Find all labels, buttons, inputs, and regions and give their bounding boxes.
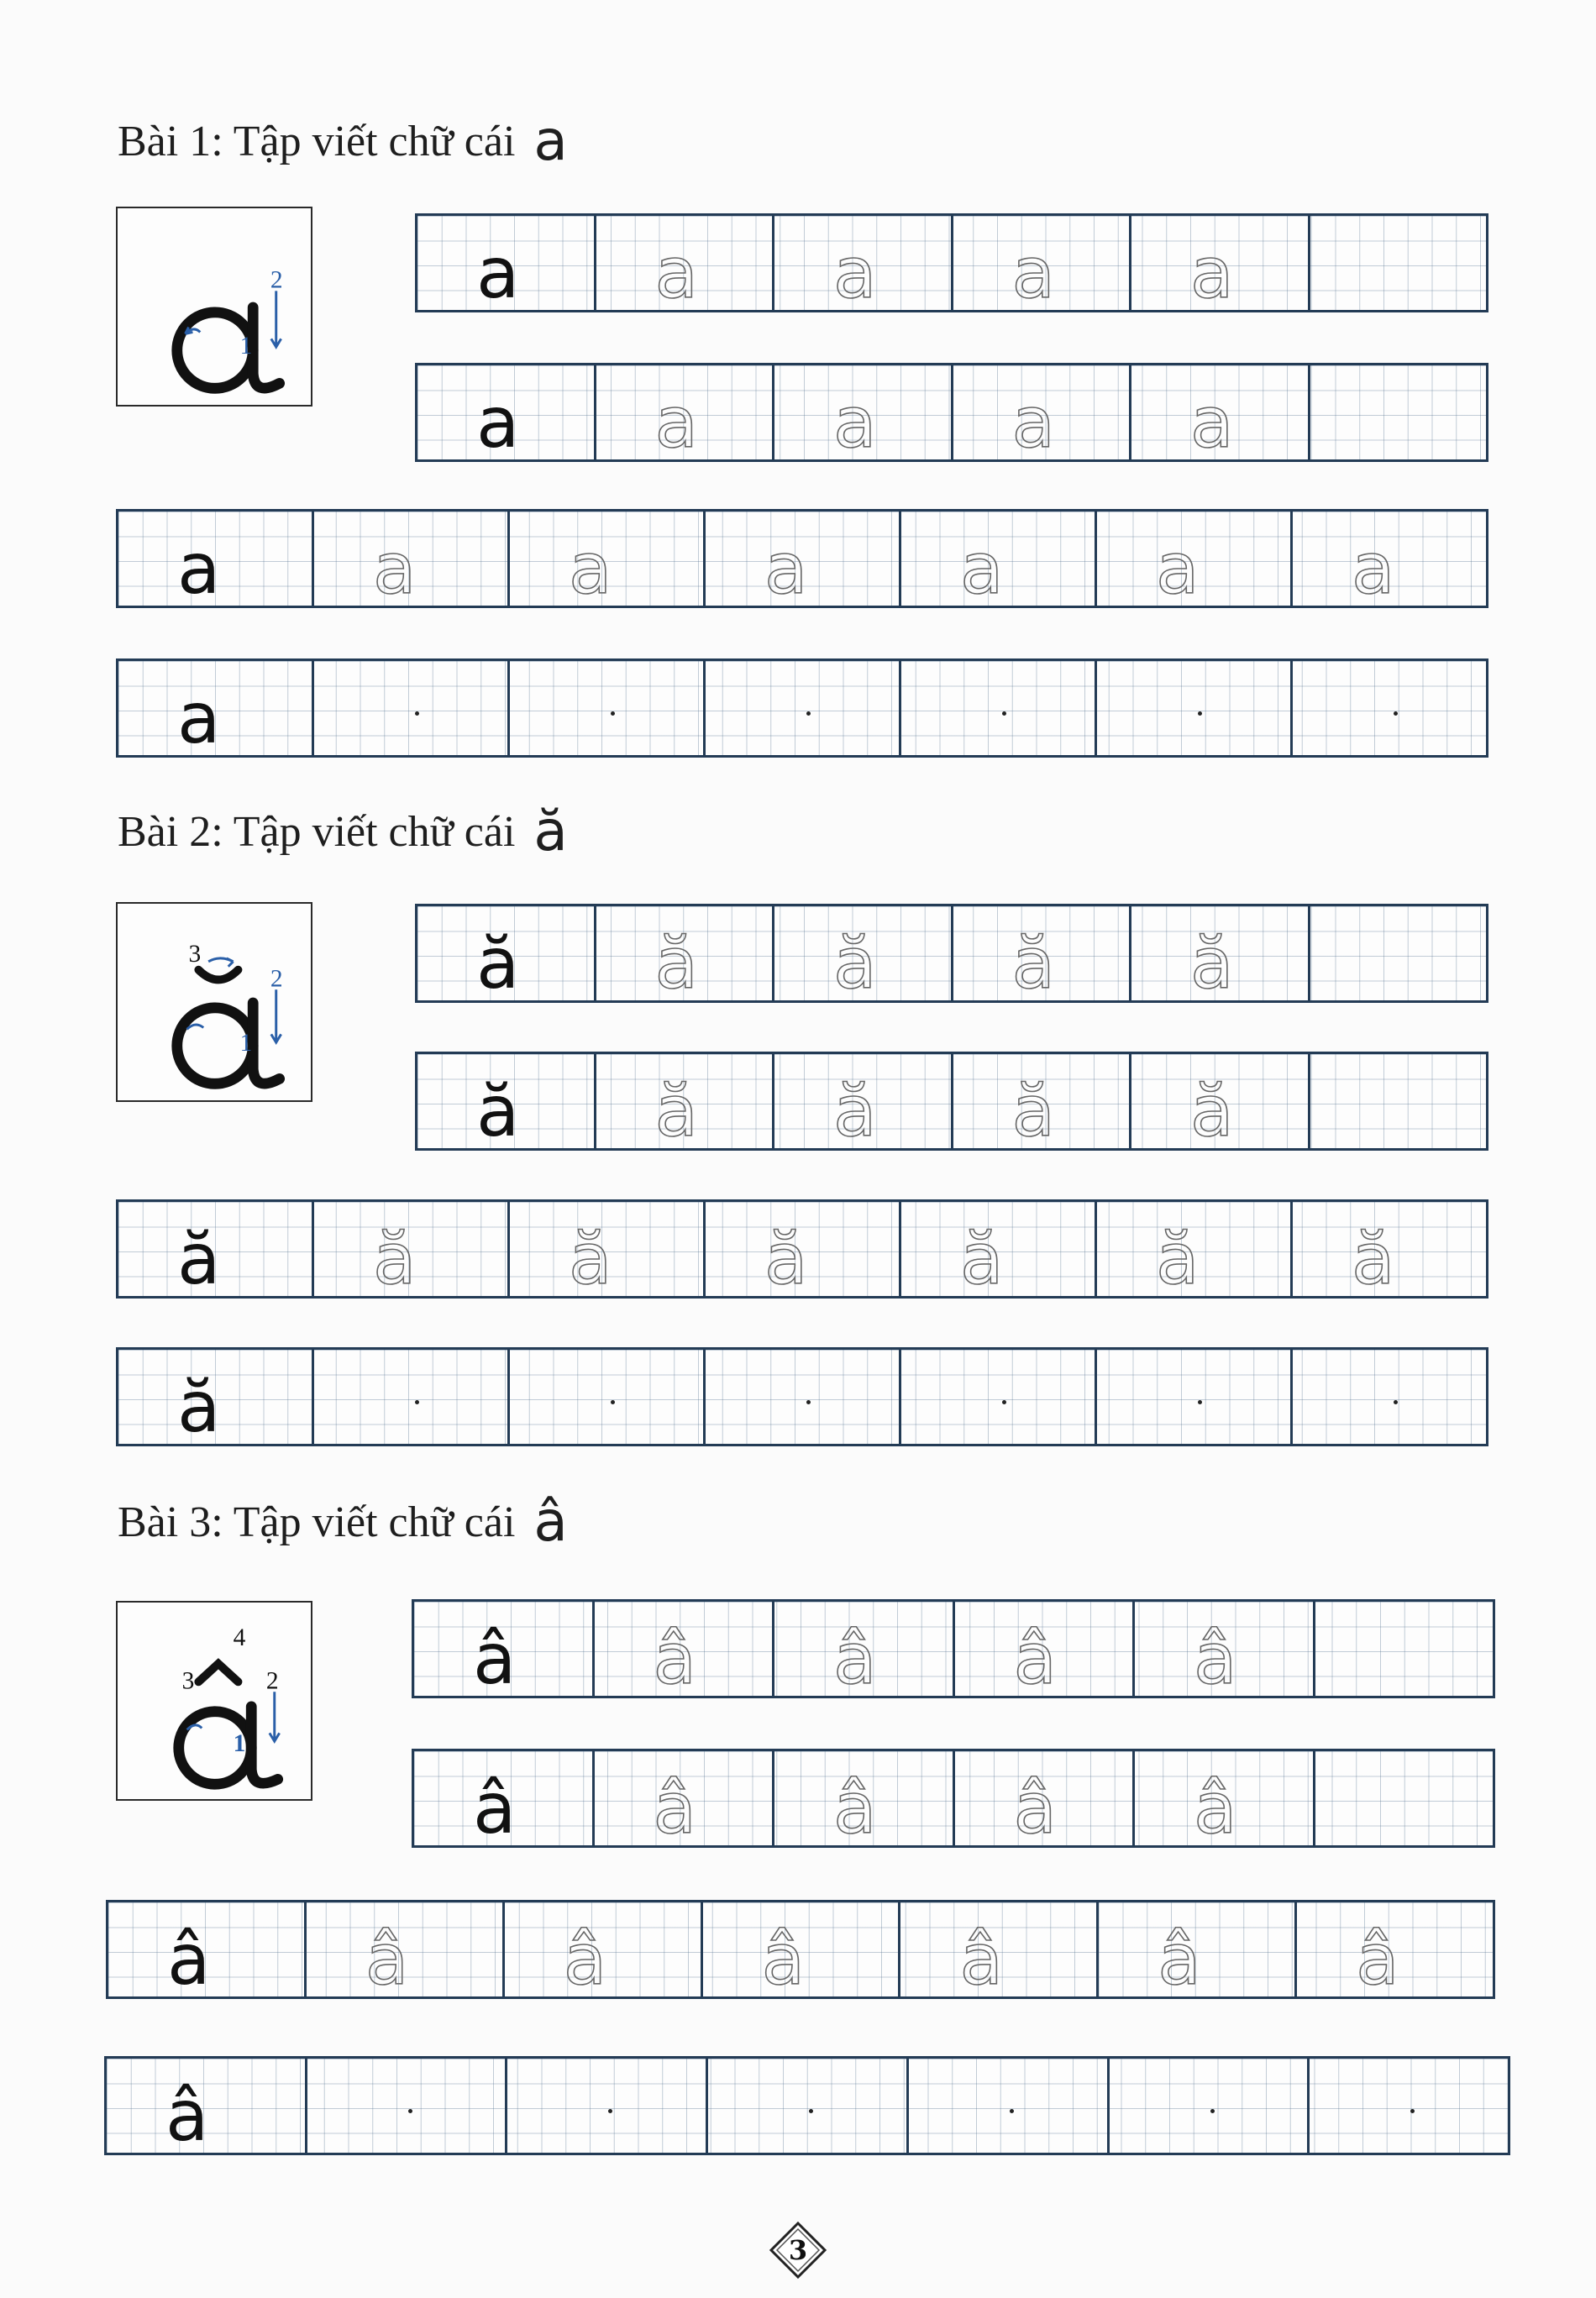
trace-letter: a: [1190, 232, 1234, 314]
lesson-letter: a: [533, 108, 568, 173]
start-dot: [1198, 1400, 1202, 1404]
practice-cell[interactable]: [901, 1202, 1097, 1300]
practice-cell[interactable]: [774, 1602, 955, 1700]
lesson-title: [118, 108, 568, 173]
trace-letter: ă: [1156, 1218, 1200, 1300]
practice-cell[interactable]: [706, 1350, 901, 1444]
practice-row: [415, 213, 1488, 312]
practice-cell[interactable]: [1310, 2059, 1508, 2153]
model-letter: ă: [476, 1070, 520, 1152]
practice-cell[interactable]: [1131, 1054, 1310, 1152]
model-letter: a: [476, 232, 520, 314]
svg-text:1: 1: [233, 1729, 246, 1757]
practice-cell[interactable]: [417, 216, 596, 314]
practice-cell[interactable]: [314, 1350, 510, 1444]
practice-cell[interactable]: [1110, 2059, 1310, 2153]
practice-cell[interactable]: [953, 216, 1132, 314]
svg-text:2: 2: [265, 1667, 279, 1695]
practice-cell[interactable]: [900, 1902, 1099, 2001]
trace-letter: a: [1011, 381, 1055, 464]
practice-cell[interactable]: [1099, 1902, 1297, 2001]
page-number: [769, 2221, 827, 2280]
practice-cell[interactable]: [1131, 906, 1310, 1005]
practice-cell[interactable]: [706, 1202, 901, 1300]
practice-cell[interactable]: [774, 906, 953, 1005]
practice-cell[interactable]: [510, 512, 706, 610]
model-letter: a: [177, 677, 221, 759]
start-dot: [1410, 2109, 1415, 2113]
practice-row: [415, 363, 1488, 462]
start-dot: [1394, 711, 1398, 716]
model-letter: â: [167, 1918, 211, 2001]
trace-letter: â: [563, 1918, 607, 2001]
practice-row: [412, 1749, 1495, 1848]
svg-text:3: 3: [181, 1667, 195, 1695]
practice-cell[interactable]: [901, 1350, 1097, 1444]
practice-row: [106, 1900, 1495, 1999]
practice-cell[interactable]: [706, 661, 901, 755]
practice-cell[interactable]: [1097, 512, 1293, 610]
model-letter: a: [476, 381, 520, 464]
practice-cell[interactable]: [118, 1350, 314, 1448]
practice-row: [116, 1347, 1488, 1446]
start-dot: [608, 2109, 612, 2113]
practice-cell[interactable]: [953, 1054, 1132, 1152]
trace-letter: â: [653, 1767, 696, 1849]
trace-letter: ă: [569, 1218, 612, 1300]
trace-letter: â: [1158, 1918, 1201, 2001]
practice-cell[interactable]: [1293, 661, 1486, 755]
practice-cell[interactable]: [909, 2059, 1110, 2153]
trace-letter: ă: [764, 1218, 808, 1300]
practice-cell[interactable]: [1135, 1751, 1315, 1849]
trace-letter: â: [833, 1618, 877, 1700]
practice-row: [412, 1599, 1495, 1698]
practice-cell[interactable]: [417, 906, 596, 1005]
trace-letter: ă: [833, 1070, 877, 1152]
trace-letter: â: [1194, 1767, 1237, 1849]
trace-letter: ă: [654, 922, 698, 1005]
practice-cell[interactable]: [774, 216, 953, 314]
practice-cell[interactable]: [417, 365, 596, 464]
start-dot: [806, 711, 811, 716]
practice-cell[interactable]: [507, 2059, 708, 2153]
practice-cell[interactable]: [510, 1350, 706, 1444]
practice-cell[interactable]: [595, 1751, 775, 1849]
practice-cell[interactable]: [1315, 1602, 1494, 1696]
practice-cell[interactable]: [1310, 906, 1487, 1000]
start-dot: [415, 1400, 419, 1404]
practice-cell[interactable]: [596, 906, 775, 1005]
practice-cell[interactable]: [1310, 1054, 1487, 1148]
trace-letter: â: [1194, 1618, 1237, 1700]
trace-letter: a: [1190, 381, 1234, 464]
practice-cell[interactable]: [953, 906, 1132, 1005]
practice-cell[interactable]: [774, 1751, 955, 1849]
trace-letter: a: [833, 232, 877, 314]
practice-cell[interactable]: [505, 1902, 703, 2001]
lesson-letter: â: [533, 1489, 568, 1554]
practice-cell[interactable]: [1131, 216, 1310, 314]
model-letter: ă: [476, 922, 520, 1005]
practice-row: [415, 904, 1488, 1003]
practice-cell[interactable]: [1097, 1202, 1293, 1300]
stroke-order-model: [116, 902, 312, 1102]
practice-cell[interactable]: [118, 1202, 314, 1300]
start-dot: [611, 1400, 615, 1404]
trace-letter: ă: [833, 922, 877, 1005]
trace-letter: a: [1011, 232, 1055, 314]
stroke-order-model: [116, 1601, 312, 1801]
practice-cell[interactable]: [953, 365, 1132, 464]
practice-cell[interactable]: [595, 1602, 775, 1700]
trace-letter: a: [654, 381, 698, 464]
trace-letter: ă: [1190, 1070, 1234, 1152]
stroke-order-model: [116, 207, 312, 407]
trace-letter: â: [1013, 1767, 1057, 1849]
practice-cell[interactable]: [314, 1202, 510, 1300]
trace-letter: a: [373, 527, 417, 610]
trace-letter: ă: [1011, 922, 1055, 1005]
practice-cell[interactable]: [108, 1902, 307, 2001]
lesson-title: [118, 1489, 568, 1554]
model-letter: ă: [177, 1218, 221, 1300]
practice-cell[interactable]: [774, 365, 953, 464]
trace-letter: â: [761, 1918, 806, 2001]
trace-letter: ă: [1011, 1070, 1055, 1152]
practice-cell[interactable]: [107, 2059, 307, 2157]
practice-cell[interactable]: [596, 216, 775, 314]
svg-text:2: 2: [270, 965, 283, 993]
practice-cell[interactable]: [118, 661, 314, 759]
start-dot: [415, 711, 419, 716]
practice-cell[interactable]: [510, 661, 706, 755]
practice-cell[interactable]: [901, 661, 1097, 755]
trace-letter: â: [833, 1767, 877, 1849]
model-letter: â: [473, 1767, 517, 1849]
start-dot: [1002, 711, 1006, 716]
practice-cell[interactable]: [510, 1202, 706, 1300]
model-letter: â: [473, 1618, 517, 1700]
start-dot: [1010, 2109, 1014, 2113]
practice-cell[interactable]: [1310, 216, 1487, 310]
svg-text:3: 3: [188, 940, 202, 968]
start-dot: [1002, 1400, 1006, 1404]
practice-cell[interactable]: [414, 1751, 595, 1849]
practice-cell[interactable]: [1293, 1202, 1486, 1300]
svg-text:2: 2: [270, 266, 283, 294]
trace-letter: ă: [1190, 922, 1234, 1005]
lesson-title-text: Bài 2: Tập viết chữ cái: [118, 807, 516, 856]
page-number-text: 3: [788, 2234, 808, 2266]
practice-cell[interactable]: [955, 1602, 1136, 1700]
practice-cell[interactable]: [1293, 512, 1486, 610]
svg-text:4: 4: [233, 1624, 246, 1652]
practice-cell[interactable]: [307, 1902, 505, 2001]
start-dot: [809, 2109, 813, 2113]
trace-letter: â: [959, 1918, 1003, 2001]
practice-cell[interactable]: [307, 2059, 508, 2153]
trace-letter: â: [1013, 1618, 1057, 1700]
practice-cell[interactable]: [596, 1054, 775, 1152]
model-letter: a: [177, 527, 221, 610]
practice-cell[interactable]: [1097, 661, 1293, 755]
trace-letter: a: [833, 381, 877, 464]
practice-cell[interactable]: [417, 1054, 596, 1152]
svg-text:1: 1: [239, 333, 253, 360]
lesson-title-text: Bài 3: Tập viết chữ cái: [118, 1498, 516, 1546]
trace-letter: â: [1356, 1918, 1399, 2001]
start-dot: [611, 711, 615, 716]
practice-cell[interactable]: [955, 1751, 1136, 1849]
practice-cell[interactable]: [1297, 1902, 1493, 2001]
lesson-title: [118, 799, 568, 863]
trace-letter: a: [960, 527, 1004, 610]
model-letter: â: [165, 2075, 209, 2157]
trace-letter: â: [365, 1918, 409, 2001]
practice-cell[interactable]: [708, 2059, 909, 2153]
lesson-title-text: Bài 1: Tập viết chữ cái: [118, 117, 516, 165]
practice-cell[interactable]: [1315, 1751, 1494, 1845]
practice-cell[interactable]: [774, 1054, 953, 1152]
practice-row: [116, 509, 1488, 608]
practice-cell[interactable]: [314, 512, 510, 610]
start-dot: [806, 1400, 811, 1404]
practice-row: [116, 658, 1488, 758]
trace-letter: â: [653, 1618, 696, 1700]
trace-letter: ă: [1352, 1218, 1395, 1300]
trace-letter: ă: [960, 1218, 1004, 1300]
trace-letter: a: [569, 527, 612, 610]
trace-letter: a: [654, 232, 698, 314]
practice-cell[interactable]: [118, 512, 314, 610]
start-dot: [1210, 2109, 1215, 2113]
trace-letter: a: [1352, 527, 1395, 610]
practice-cell[interactable]: [703, 1902, 901, 2001]
practice-cell[interactable]: [1293, 1350, 1486, 1444]
practice-cell[interactable]: [1131, 365, 1310, 464]
practice-cell[interactable]: [314, 661, 510, 755]
model-letter: ă: [177, 1366, 221, 1448]
practice-cell[interactable]: [901, 512, 1097, 610]
practice-row: [104, 2056, 1510, 2155]
lesson-letter: ă: [533, 799, 568, 863]
practice-cell[interactable]: [1310, 365, 1487, 459]
start-dot: [1394, 1400, 1398, 1404]
trace-letter: ă: [373, 1218, 417, 1300]
trace-letter: ă: [654, 1070, 698, 1152]
practice-row: [116, 1199, 1488, 1299]
trace-letter: a: [764, 527, 808, 610]
practice-cell[interactable]: [596, 365, 775, 464]
svg-text:1: 1: [239, 1029, 253, 1057]
practice-cell[interactable]: [1097, 1350, 1293, 1444]
practice-cell[interactable]: [1135, 1602, 1315, 1700]
practice-row: [415, 1052, 1488, 1151]
practice-cell[interactable]: [414, 1602, 595, 1700]
practice-cell[interactable]: [706, 512, 901, 610]
trace-letter: a: [1156, 527, 1200, 610]
start-dot: [1198, 711, 1202, 716]
start-dot: [408, 2109, 412, 2113]
